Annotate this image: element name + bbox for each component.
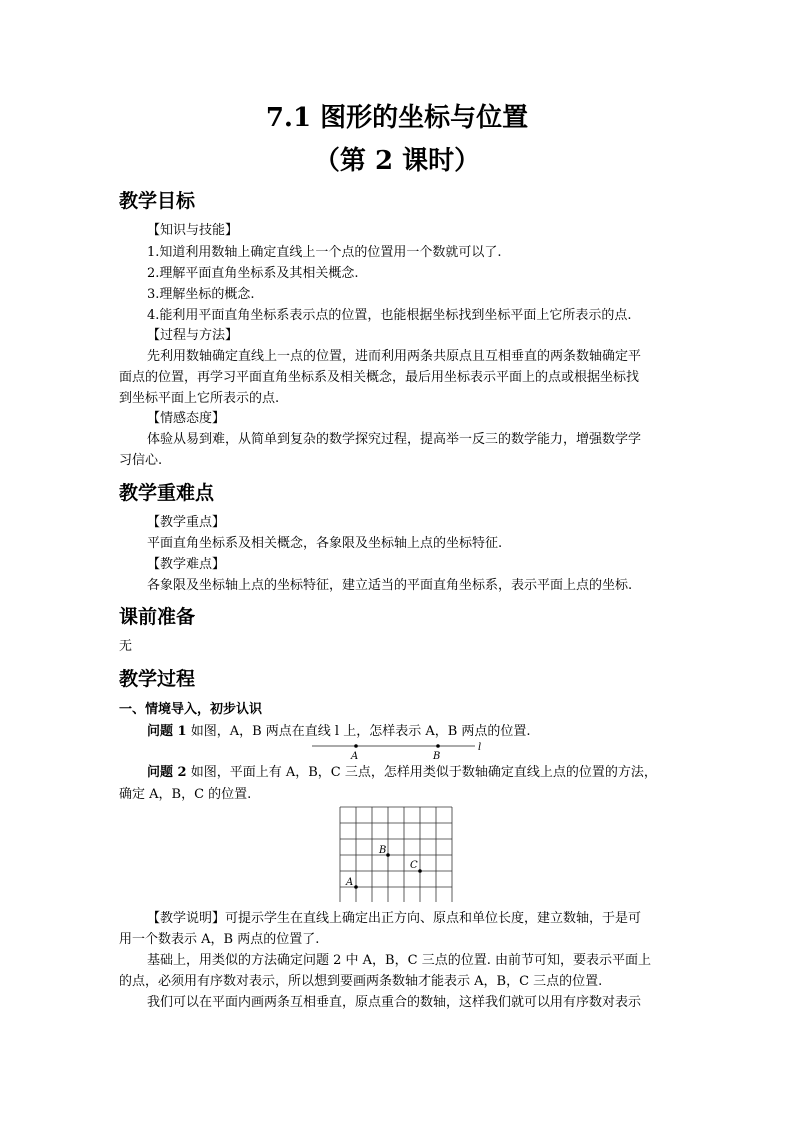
- prep-text: 无: [119, 639, 133, 654]
- section-heading-process: 教学过程: [119, 668, 196, 690]
- doc-subtitle: （第 2 课时）: [313, 146, 481, 176]
- goal-item-4: 4.能利用平面直角坐标系表示点的位置，也能根据坐标找到坐标平面上它所表示的点.: [147, 308, 632, 323]
- grid-point-b-label: B: [379, 845, 387, 856]
- section-heading-difficulties: 教学重难点: [119, 482, 215, 504]
- key-points-text: 平面直角坐标系及相关概念，各象限及坐标轴上点的坐标特征.: [147, 536, 503, 551]
- body-text-line: 我们可以在平面内画两条互相垂直，原点重合的数轴，这样我们就可以用有序数对表示: [147, 995, 642, 1010]
- grid-point-b-dot: [386, 853, 390, 857]
- point-b-label: B: [433, 751, 441, 762]
- body-text-line: 的点，必须用有序数对表示，所以想到要画两条数轴才能表示 A，B，C 三点的位置.: [119, 974, 603, 989]
- line-l-label: l: [478, 742, 482, 753]
- label-key-points: 【教学重点】: [147, 515, 226, 530]
- grid-point-a-dot: [354, 885, 358, 889]
- difficult-points-text: 各象限及坐标轴上点的坐标特征，建立适当的平面直角坐标系，表示平面上点的坐标.: [147, 578, 633, 593]
- goal-item-2: 2.理解平面直角坐标系及其相关概念.: [147, 266, 359, 281]
- question-label: 问题 2: [147, 765, 187, 780]
- process-text-line: 到坐标平面上它所表示的点.: [119, 391, 280, 406]
- process-text-line: 先利用数轴确定直线上一点的位置，进而利用两条共原点且互相垂直的两条数轴确定平: [147, 349, 642, 364]
- note-label: 【教学说明】: [147, 911, 226, 926]
- question-2-cont: 确定 A，B，C 的位置.: [119, 787, 252, 802]
- grid-point-c-label: C: [410, 860, 418, 871]
- teaching-note-cont: 用一个数表示 A，B 两点的位置了.: [119, 932, 320, 947]
- subsection-heading: 一、情境导入，初步认识: [119, 702, 263, 717]
- label-knowledge: 【知识与技能】: [147, 223, 239, 238]
- grid-point-c-dot: [418, 869, 422, 873]
- question-2: [147, 764, 657, 782]
- point-b-dot: [436, 744, 440, 748]
- emotion-text-line: 体验从易到难，从简单到复杂的数学探究过程，提高举一反三的数学能力，增强数学学: [147, 432, 642, 447]
- emotion-text-line: 习信心.: [119, 453, 163, 468]
- question-label: 问题 1: [147, 724, 187, 739]
- doc-title: 7.1 图形的坐标与位置: [265, 103, 529, 133]
- point-a-dot: [354, 744, 358, 748]
- goal-item-1: 1.知道利用数轴上确定直线上一个点的位置用一个数就可以了.: [147, 245, 502, 260]
- grid-figure: [336, 806, 460, 902]
- question-text: 如图，平面上有 A，B，C 三点，怎样用类似于数轴确定直线上点的位置的方法，: [186, 765, 657, 780]
- question-text: 如图，A，B 两点在直线 l 上，怎样表示 A，B 两点的位置.: [186, 724, 531, 739]
- body-text-line: 基础上，用类似的方法确定问题 2 中 A，B，C 三点的位置. 由前节可知，要表示平面上: [147, 953, 651, 968]
- label-difficult-points: 【教学难点】: [147, 557, 226, 572]
- label-emotion: 【情感态度】: [147, 411, 226, 426]
- grid-point-a-label: A: [346, 877, 354, 888]
- teaching-note: [119, 910, 641, 928]
- point-a-label: A: [351, 751, 359, 762]
- label-process: 【过程与方法】: [147, 328, 239, 343]
- note-text: 可提示学生在直线上确定出正方向、原点和单位长度，建立数轴，于是可: [225, 911, 642, 926]
- process-text-line: 面点的位置，再学习平面直角坐标系及相关概念，最后用坐标表示平面上的点或根据坐标找: [119, 370, 640, 385]
- section-heading-prep: 课前准备: [119, 606, 196, 628]
- section-heading-goals: 教学目标: [119, 190, 196, 212]
- number-line-figure: [310, 738, 490, 762]
- goal-item-3: 3.理解坐标的概念.: [147, 287, 255, 302]
